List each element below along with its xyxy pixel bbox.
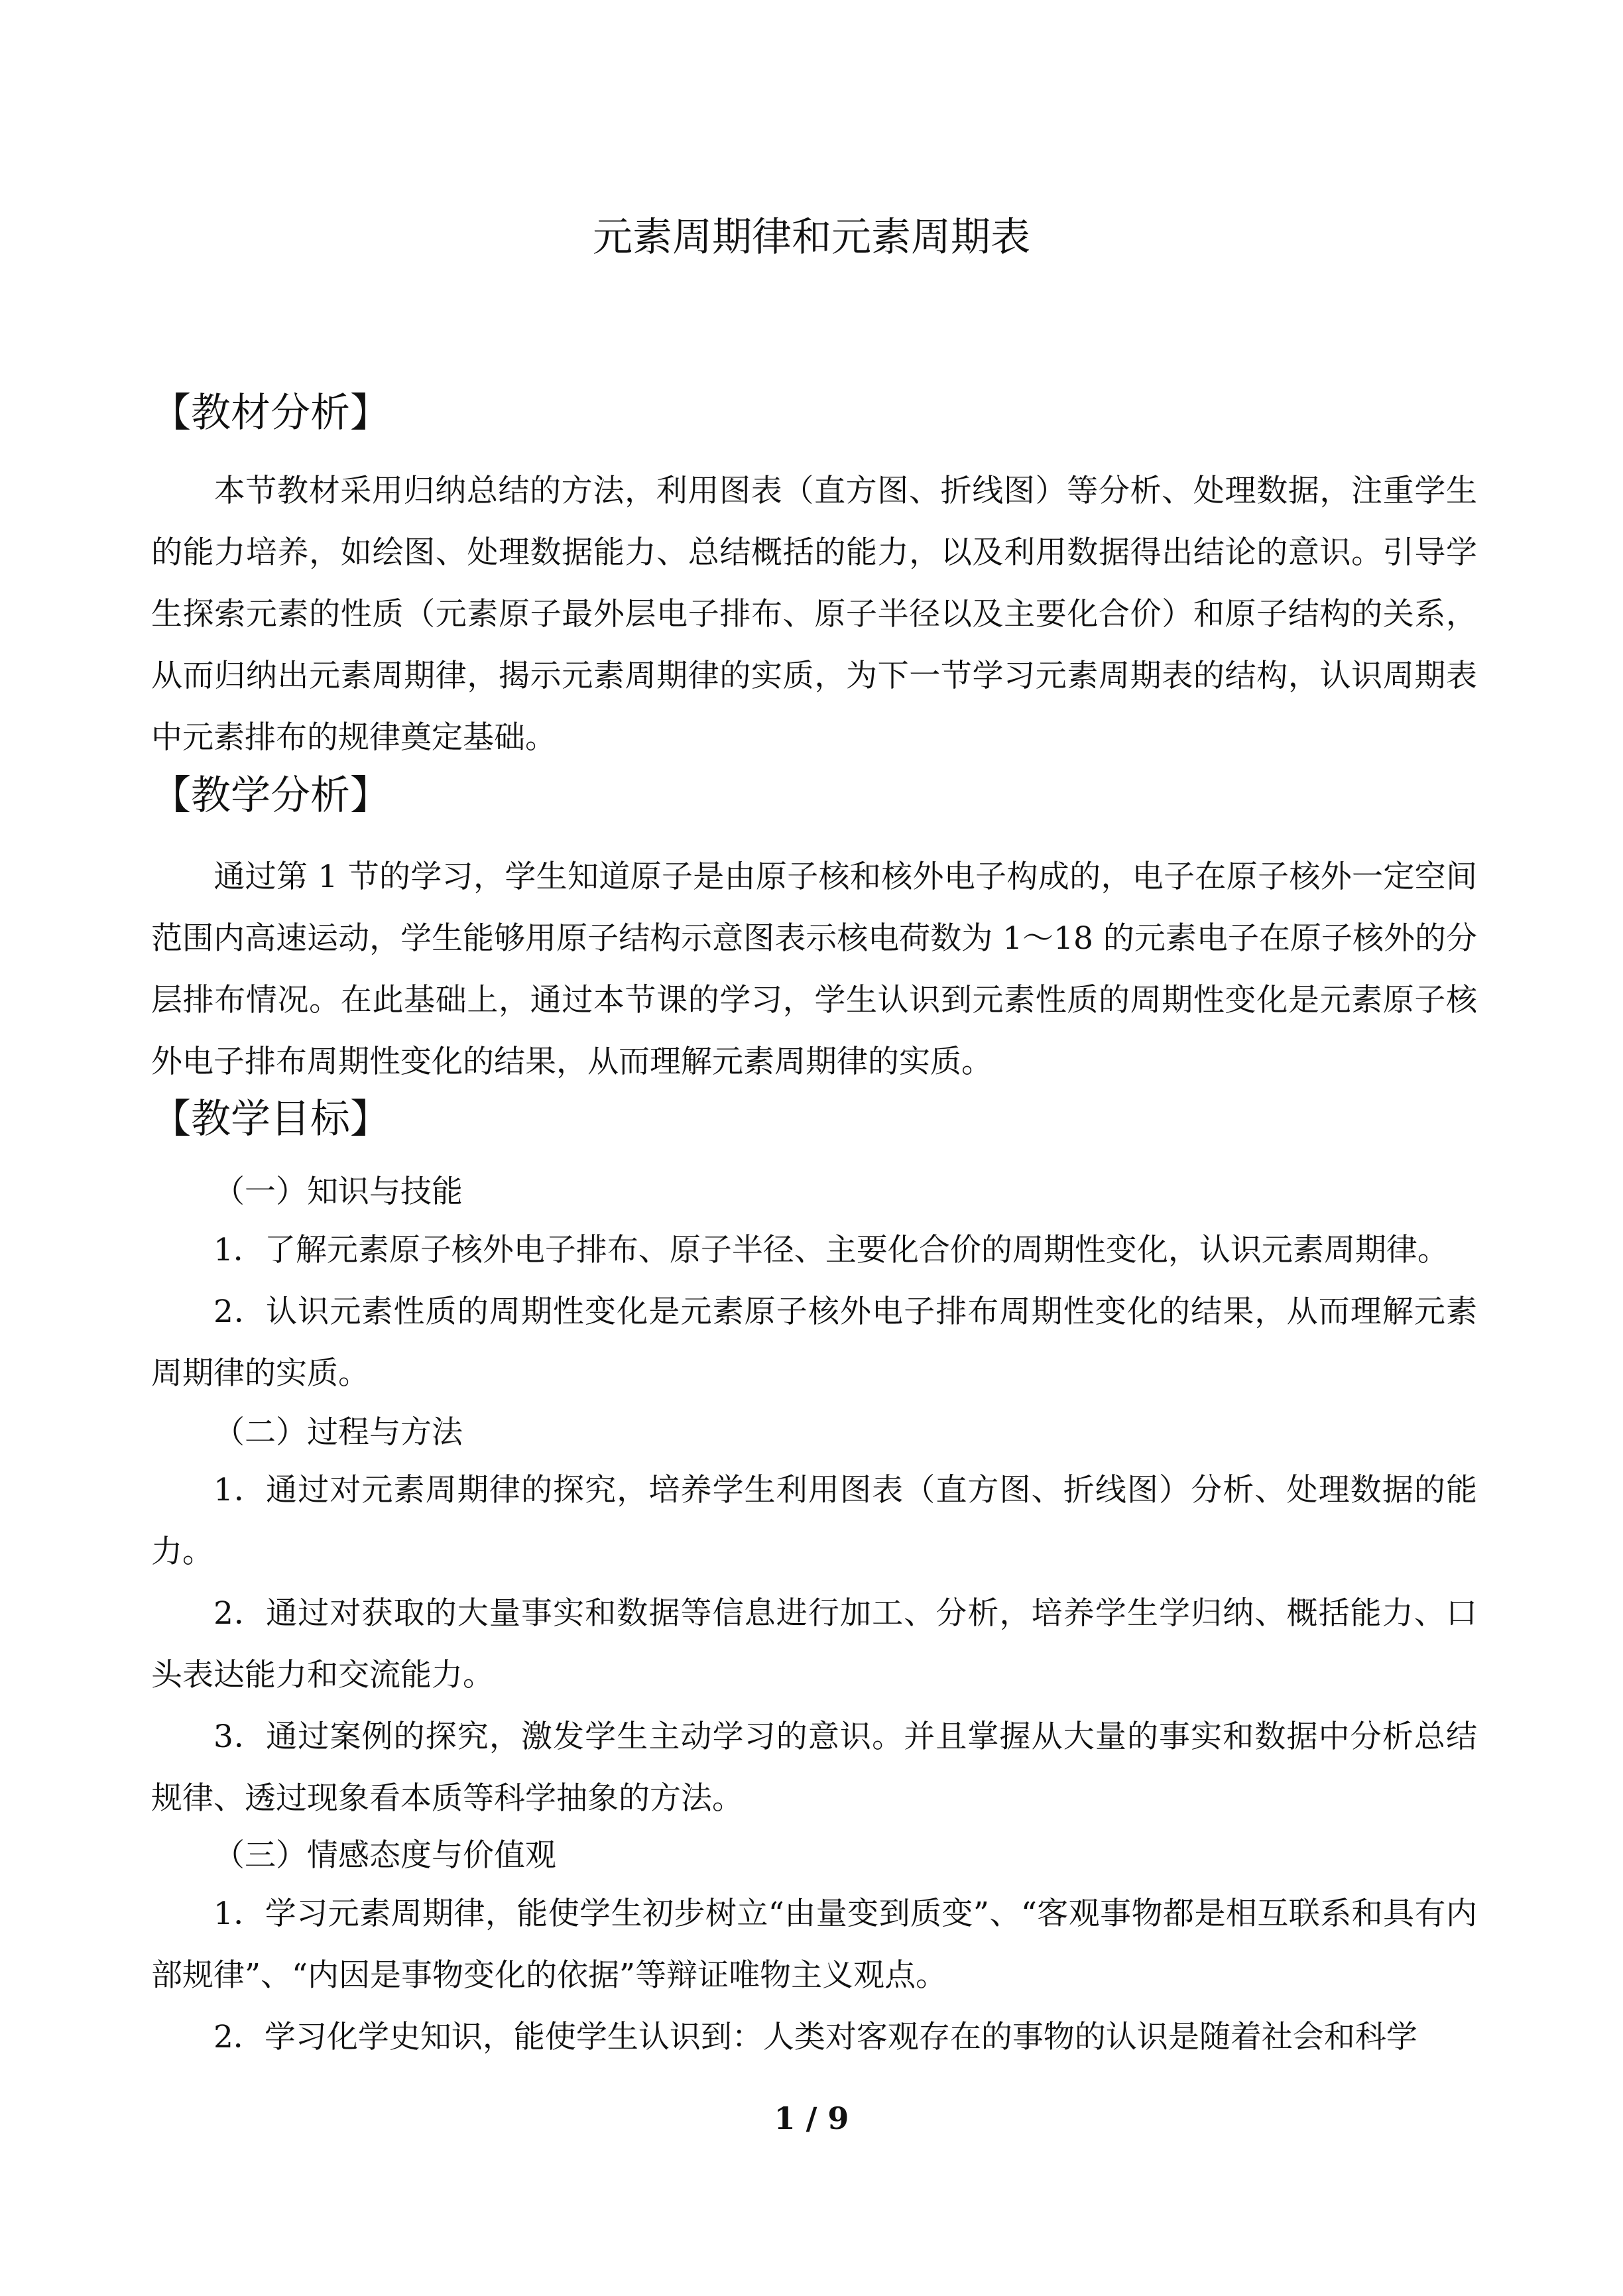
page-number: 1 / 9 — [774, 2100, 849, 2136]
objective-item: 3．通过案例的探究，激发学生主动学习的意识。并且掌握从大量的事实和数据中分析总结规律、透过现象看本质等科学抽象的方法。 — [151, 1719, 1477, 1817]
objective-item: 2．认识元素性质的周期性变化是元素原子核外电子排布周期性变化的结果，从而理解元素周期律的实质。 — [151, 1294, 1477, 1392]
objective-item: 2．通过对获取的大量事实和数据等信息进行加工、分析，培养学生学归纳、概括能力、口头表达能力和交流能力。 — [151, 1595, 1477, 1693]
objective-item: 1．了解元素原子核外电子排布、原子半径、主要化合价的周期性变化，认识元素周期律。 — [213, 1232, 1449, 1268]
objective-item: 2．学习化学史知识，能使学生认识到：人类对客观存在的事物的认识是随着社会和科学 — [213, 2019, 1417, 2055]
subsection-attitudes-values: （三）情感态度与价值观 — [213, 1837, 556, 1874]
subsection-process-methods: （二）过程与方法 — [213, 1414, 463, 1451]
section-heading-material-analysis: 【教材分析】 — [151, 390, 390, 436]
document-title: 元素周期律和元素周期表 — [593, 214, 1030, 261]
objective-item: 1．通过对元素周期律的探究，培养学生利用图表（直方图、折线图）分析、处理数据的能力。 — [151, 1472, 1477, 1570]
material-analysis-paragraph: 本节教材采用归纳总结的方法，利用图表（直方图、折线图）等分析、处理数据，注重学生的能力培养，如绘图、处理数据能力、总结概括的能力，以及利用数据得出结论的意识。引导学生探索元素的性质（元素原子最外层电子排布、原子半径以及主要化合价）和原子结构的关系，从而归纳出元素周期律，揭示元素周期律的实质，为下一节学习元素周期表的结构，认识周期表中元素排布的规律奠定基础。 — [151, 473, 1477, 756]
objective-item: 1．学习元素周期律，能使学生初步树立“由量变到质变”、“客观事物都是相互联系和具有内部规律”、“内因是事物变化的依据”等辩证唯物主义观点。 — [151, 1896, 1477, 1994]
section-heading-teaching-objectives: 【教学目标】 — [151, 1096, 390, 1142]
subsection-knowledge-skills: （一）知识与技能 — [213, 1174, 463, 1210]
section-heading-teaching-analysis: 【教学分析】 — [151, 772, 390, 819]
teaching-analysis-paragraph: 通过第 1 节的学习，学生知道原子是由原子核和核外电子构成的，电子在原子核外一定空间范围内高速运动，学生能够用原子结构示意图表示核电荷数为 1～18 的元素电子在原子核外的分层排布情况。在此基础上，通过本节课的学习，学生认识到元素性质的周期性变化是元素原子核外电子排布周期性变化的结果，从而理解元素周期律的实质。 — [151, 859, 1477, 1080]
